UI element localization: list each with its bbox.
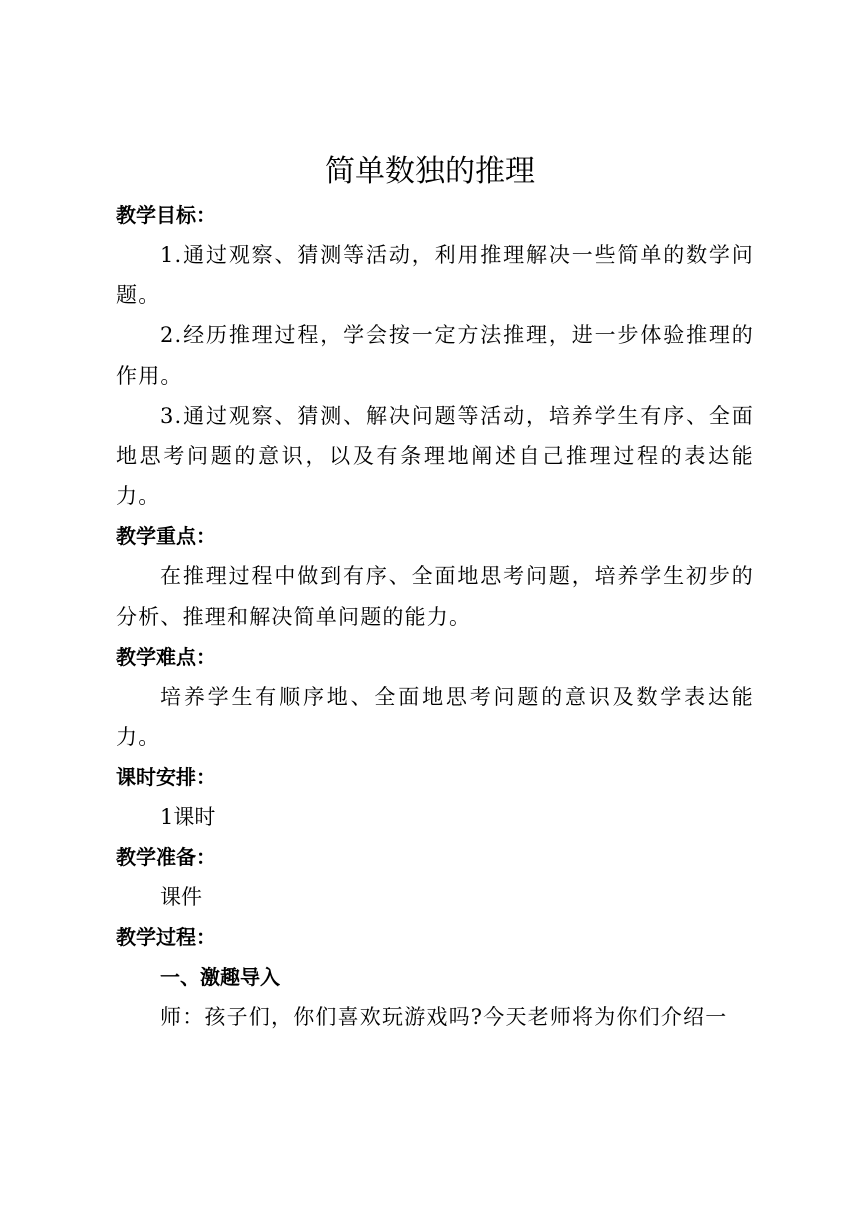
- difficulties-text: 培养学生有顺序地、全面地思考问题的意识及数学表达能力。: [116, 684, 754, 750]
- schedule-text: 1课时: [160, 805, 216, 830]
- process-step1-text: 师：孩子们，你们喜欢玩游戏吗?今天老师将为你们介绍一: [160, 1005, 728, 1030]
- heading-preparation: 教学准备：: [116, 845, 216, 870]
- heading-objectives: 教学目标：: [116, 203, 216, 227]
- heading-difficulties: 教学难点：: [116, 644, 216, 669]
- heading-process: 教学过程：: [116, 925, 216, 950]
- objective-item-2: 2.经历推理过程，学会按一定方法推理，进一步体验推理的作用。: [116, 323, 754, 388]
- objective-item-3: 3.通过观察、猜测、解决问题等活动，培养学生有序、全面地思考问题的意识，以及有条理地阐述自己推理过程的表达能力。: [116, 403, 754, 509]
- preparation-text: 课件: [160, 885, 202, 910]
- heading-schedule: 课时安排：: [116, 765, 216, 790]
- objective-item-1: 1.通过观察、猜测等活动，利用推理解决一些简单的数学问题。: [116, 243, 754, 308]
- heading-key-points: 教学重点：: [116, 524, 216, 549]
- document-body: [116, 195, 754, 1037]
- document-title: 简单数独的推理: [325, 154, 535, 189]
- process-step1-heading: 一、激趣导入: [160, 965, 280, 990]
- key-points-text: 在推理过程中做到有序、全面地思考问题，培养学生初步的分析、推理和解决简单问题的能力。: [116, 564, 754, 629]
